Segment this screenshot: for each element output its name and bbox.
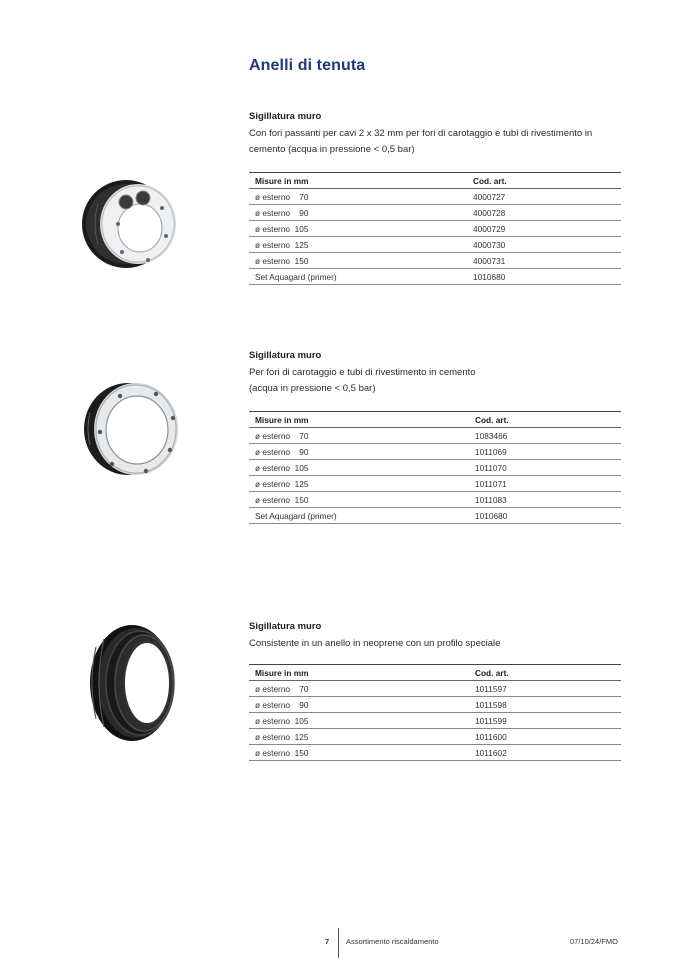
code-cell: 4000730 (473, 237, 621, 253)
description-line: cemento (acqua in pressione < 0,5 bar) (249, 144, 415, 155)
size-cell: ø esterno 105 (249, 713, 475, 729)
section-title: Sigillatura muro (249, 350, 322, 361)
footer-document-title: Assortimento riscaldamento (346, 937, 439, 946)
column-header-code: Cod. art. (475, 412, 621, 428)
table-row (249, 508, 621, 524)
table-row (249, 269, 621, 285)
size-cell: ø esterno 125 (249, 237, 473, 253)
section-wall-seal-cable-holes (249, 110, 621, 285)
code-cell: 4000728 (473, 205, 621, 221)
column-header-size: Misure in mm (249, 665, 475, 681)
table-row (249, 237, 621, 253)
description-line: (acqua in pressione < 0,5 bar) (249, 383, 376, 394)
table-row (249, 476, 621, 492)
code-cell: 1011069 (475, 444, 621, 460)
section-description (249, 365, 621, 397)
table-row (249, 681, 621, 697)
table-row (249, 205, 621, 221)
table-row (249, 745, 621, 761)
code-cell: 1011083 (475, 492, 621, 508)
footer-date-code: 07/10/24/FMO (570, 937, 618, 946)
size-cell: Set Aquagard (primer) (249, 269, 473, 285)
column-header-code: Cod. art. (473, 173, 621, 189)
product-table (249, 411, 621, 524)
section-description (249, 636, 621, 652)
code-cell: 1011602 (475, 745, 621, 761)
size-cell: ø esterno 90 (249, 697, 475, 713)
code-cell: 1011071 (475, 476, 621, 492)
column-header-code: Cod. art. (475, 665, 621, 681)
code-cell: 1010680 (473, 269, 621, 285)
code-cell: 1011599 (475, 713, 621, 729)
size-cell: ø esterno 150 (249, 745, 475, 761)
wall-seal-ring-image (80, 378, 184, 480)
table-row (249, 697, 621, 713)
section-title: Sigillatura muro (249, 111, 322, 122)
code-cell: 1010680 (475, 508, 621, 524)
table-header-row (249, 412, 621, 428)
size-cell: ø esterno 70 (249, 681, 475, 697)
size-cell: ø esterno 150 (249, 492, 475, 508)
neoprene-ring-image (82, 617, 184, 747)
size-cell: ø esterno 90 (249, 205, 473, 221)
code-cell: 1083466 (475, 428, 621, 444)
table-row (249, 253, 621, 269)
description-line: Consistente in un anello in neoprene con un profilo speciale (249, 638, 501, 649)
column-header-size: Misure in mm (249, 173, 473, 189)
size-cell: ø esterno 70 (249, 189, 473, 205)
description-line: Con fori passanti per cavi 2 x 32 mm per fori di carotaggio e tubi di rivestimento in (249, 128, 593, 139)
column-header-size: Misure in mm (249, 412, 475, 428)
table-row (249, 729, 621, 745)
size-cell: ø esterno 70 (249, 428, 475, 444)
size-cell: ø esterno 125 (249, 476, 475, 492)
section-title: Sigillatura muro (249, 621, 322, 632)
code-cell: 1011600 (475, 729, 621, 745)
size-cell: Set Aquagard (primer) (249, 508, 475, 524)
code-cell: 1011070 (475, 460, 621, 476)
table-row (249, 713, 621, 729)
section-wall-seal-ring (249, 349, 621, 524)
size-cell: ø esterno 90 (249, 444, 475, 460)
section-neoprene-ring (249, 620, 621, 761)
page-title: Anelli di tenuta (249, 57, 366, 74)
size-cell: ø esterno 105 (249, 221, 473, 237)
wall-seal-with-cable-holes-image (78, 174, 180, 274)
table-header-row (249, 173, 621, 189)
size-cell: ø esterno 125 (249, 729, 475, 745)
code-cell: 4000727 (473, 189, 621, 205)
size-cell: ø esterno 150 (249, 253, 473, 269)
code-cell: 4000731 (473, 253, 621, 269)
code-cell: 1011597 (475, 681, 621, 697)
section-description (249, 126, 621, 158)
table-row (249, 460, 621, 476)
code-cell: 1011598 (475, 697, 621, 713)
table-row (249, 189, 621, 205)
size-cell: ø esterno 105 (249, 460, 475, 476)
table-row (249, 492, 621, 508)
table-row (249, 444, 621, 460)
footer-divider (338, 928, 339, 958)
code-cell: 4000729 (473, 221, 621, 237)
page-number: 7 (325, 937, 330, 946)
table-row (249, 428, 621, 444)
table-header-row (249, 665, 621, 681)
product-table (249, 664, 621, 761)
table-row (249, 221, 621, 237)
product-table (249, 172, 621, 285)
description-line: Per fori di carotaggio e tubi di rivestimento in cemento (249, 367, 476, 378)
